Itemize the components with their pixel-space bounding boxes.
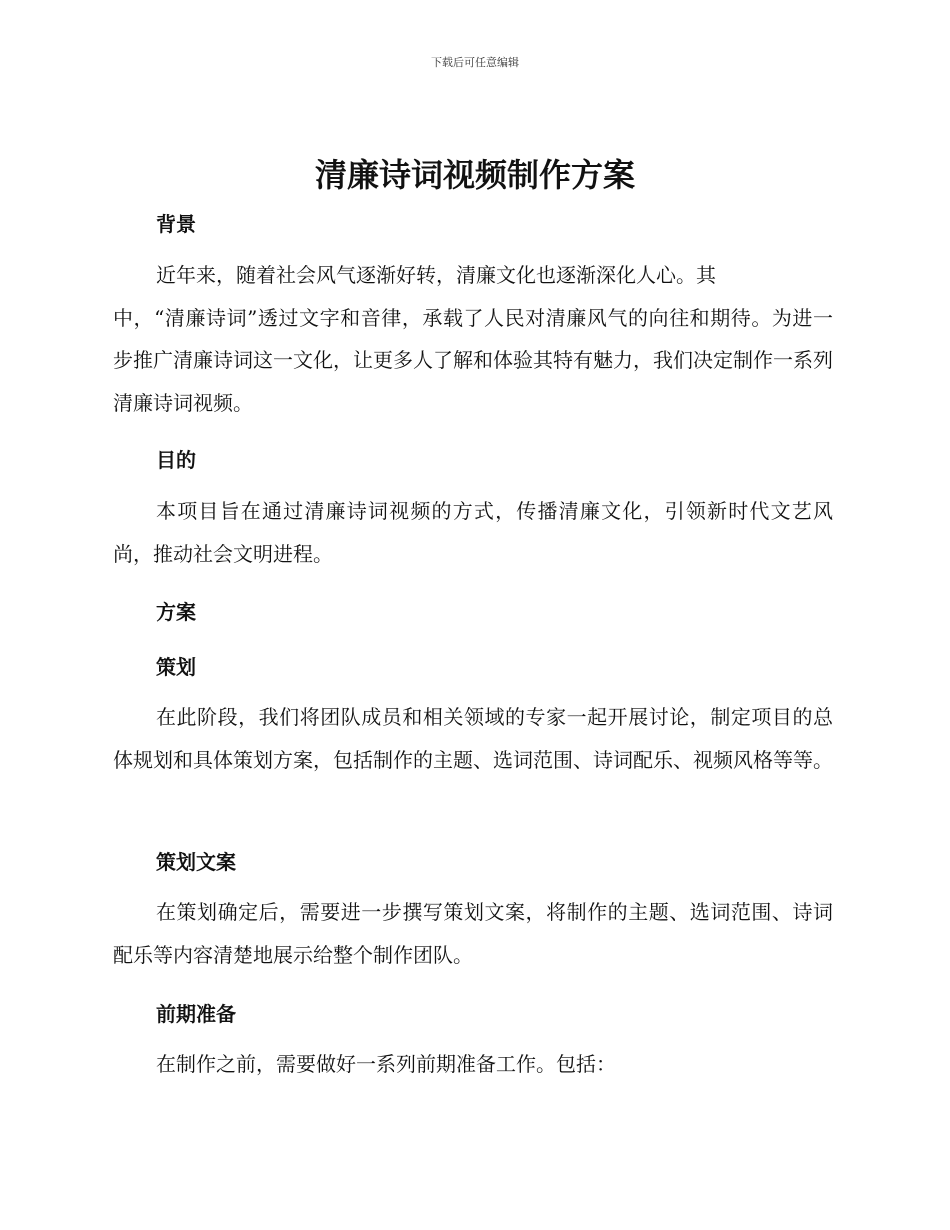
heading-copywriting: 策划文案 (156, 850, 236, 874)
heading-preparation: 前期准备 (156, 1002, 236, 1026)
paragraph-copywriting: 在策划确定后，需要进一步撰写策划文案，将制作的主题、选词范围、诗词配乐等内容清楚地展示给整个制作团队。 (113, 900, 833, 967)
heading-purpose: 目的 (156, 448, 196, 472)
heading-background: 背景 (156, 212, 196, 236)
paragraph-background-rest: 中，“清廉诗词”透过文字和音律，承载了人民对清廉风气的向往和期待。为进一步推广清廉诗词这一文化，让更多人了解和体验其特有魅力，我们决定制作一系列清廉诗词视频。 (113, 305, 833, 415)
heading-plan: 方案 (156, 600, 196, 624)
paragraph-purpose: 本项目旨在通过清廉诗词视频的方式，传播清廉文化，引领新时代文艺风尚，推动社会文明进程。 (113, 499, 833, 566)
paragraph-planning: 在此阶段，我们将团队成员和相关领域的专家一起开展讨论，制定项目的总体规划和具体策划方案，包括制作的主题、选词范围、诗词配乐、视频风格等等。 (113, 705, 833, 772)
paragraph-background-line1: 近年来，随着社会风气逐渐好转，清廉文化也逐渐深化人心。其 (156, 263, 716, 287)
paragraph-background (113, 254, 833, 424)
paragraph-preparation: 在制作之前，需要做好一系列前期准备工作。包括： (156, 1052, 616, 1076)
heading-planning: 策划 (156, 655, 196, 679)
page-header-note: 下载后可任意编辑 (431, 56, 519, 69)
document-title: 清廉诗词视频制作方案 (314, 156, 635, 194)
